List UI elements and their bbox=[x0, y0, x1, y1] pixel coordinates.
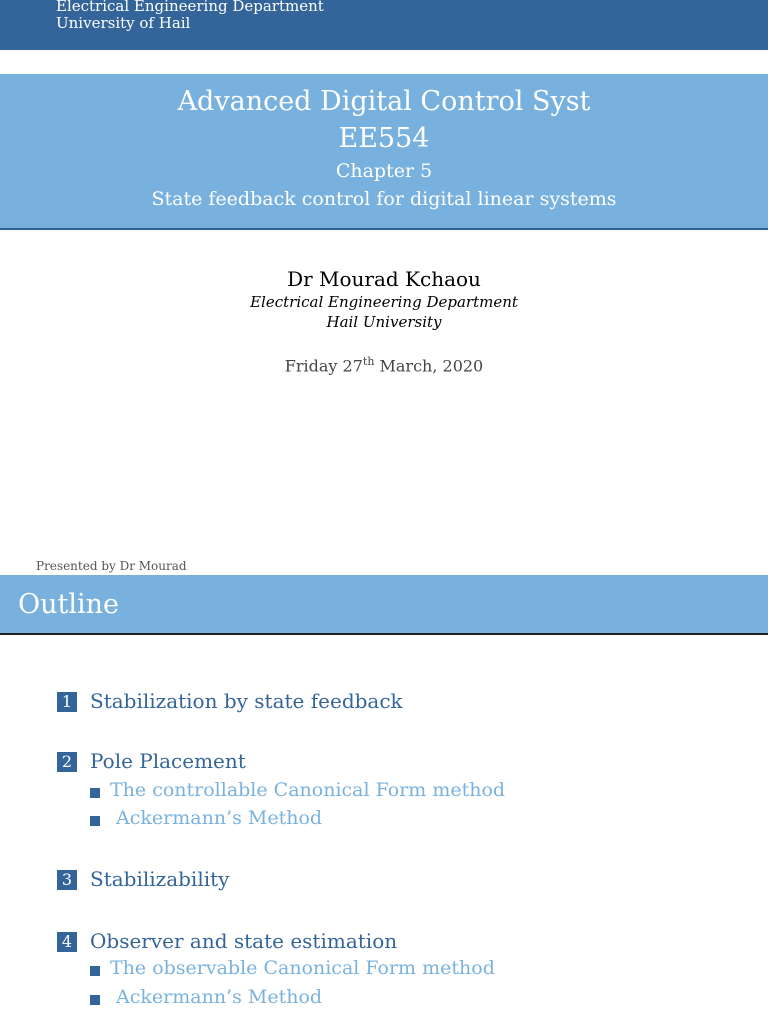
title-block bbox=[0, 74, 768, 230]
date-suffix: th bbox=[362, 355, 375, 368]
outline-title: Outline bbox=[18, 589, 120, 620]
square-bullet-icon bbox=[90, 966, 100, 976]
subsection-label[interactable]: Ackermann’s Method bbox=[110, 807, 323, 829]
presentation-date bbox=[0, 355, 768, 375]
author-name: Dr Mourad Kchaou bbox=[287, 267, 481, 291]
course-code: EE554 bbox=[338, 123, 430, 154]
slide-footer: Presented by Dr Mourad bbox=[36, 559, 187, 573]
course-title: Advanced Digital Control Syst bbox=[177, 86, 591, 117]
square-bullet-icon bbox=[90, 816, 100, 826]
subsection-label[interactable]: The observable Canonical Form method bbox=[110, 957, 495, 979]
date-rest: March, 2020 bbox=[374, 356, 484, 376]
chapter-label: Chapter 5 bbox=[335, 160, 433, 182]
section-label[interactable]: Stabilization by state feedback bbox=[90, 689, 403, 713]
section-number: 1 bbox=[57, 692, 77, 712]
section-number: 4 bbox=[57, 932, 77, 952]
section-label[interactable]: Pole Placement bbox=[90, 749, 246, 773]
section-label[interactable]: Stabilizability bbox=[90, 867, 230, 891]
section-label[interactable]: Observer and state estimation bbox=[90, 929, 398, 953]
author-university: Hail University bbox=[326, 313, 442, 331]
date-day: Friday 27 bbox=[284, 356, 363, 376]
header-department: Electrical Engineering Department bbox=[56, 0, 324, 15]
subsection-label[interactable]: The controllable Canonical Form method bbox=[110, 779, 506, 801]
square-bullet-icon bbox=[90, 995, 100, 1005]
outline-header bbox=[0, 575, 768, 635]
header-university: University of Hail bbox=[56, 14, 191, 32]
section-number: 3 bbox=[57, 870, 77, 890]
author-department: Electrical Engineering Department bbox=[250, 293, 518, 311]
subsection-label[interactable]: Ackermann’s Method bbox=[110, 986, 323, 1008]
chapter-subtitle: State feedback control for digital linear systems bbox=[151, 188, 617, 210]
square-bullet-icon bbox=[90, 788, 100, 798]
section-number: 2 bbox=[57, 752, 77, 772]
header-band bbox=[0, 0, 768, 50]
